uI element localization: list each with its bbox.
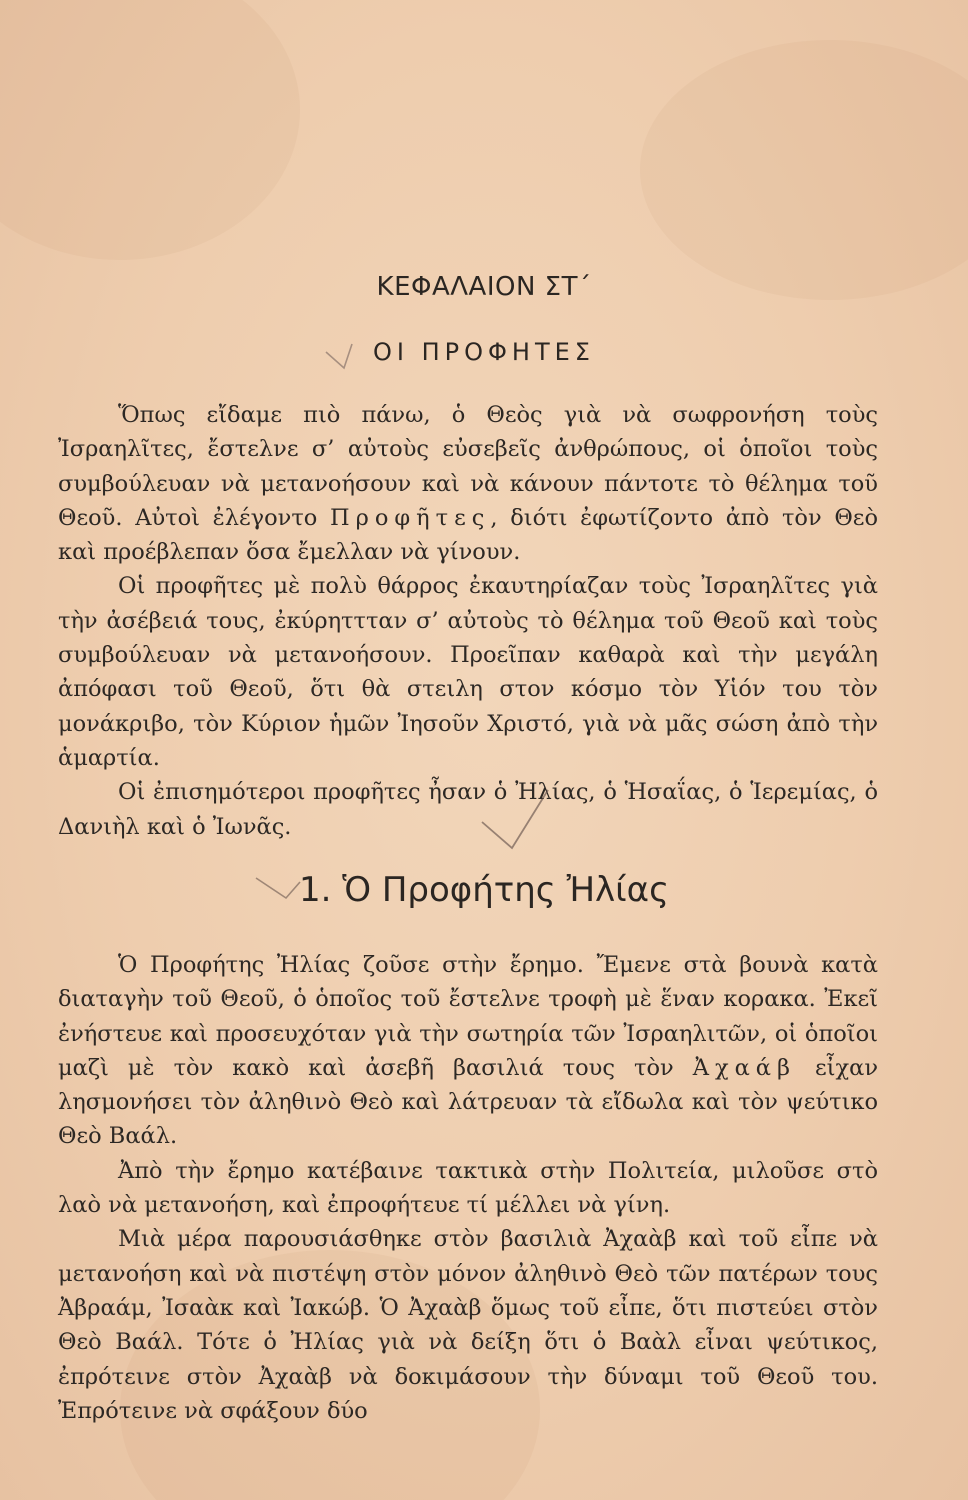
section-title: ΟΙ ΠΡΟΦΗΤΕΣ	[373, 338, 595, 366]
subsection-title: 1. Ὁ Προφήτης Ἠλίας	[298, 870, 670, 910]
chapter-title: ΚΕΦΑΛΑΙΟΝ ΣΤ΄	[376, 272, 592, 302]
spaced-term: Προφῆτες	[330, 504, 491, 531]
paper-stain	[640, 40, 968, 300]
spaced-term: Ἀχαάβ	[692, 1054, 796, 1081]
paragraph: Οἱ ἐπισημότεροι προφῆτες ἦσαν ὁ Ἠλίας, ὁ Ἡσαΐας, ὁ Ἱερεμίας, ὁ Δανιὴλ καὶ ὁ Ἰωνᾶς.	[58, 779, 878, 840]
paragraph-text: εἶχαν λησμονήσει τὸν ἀληθινὸ Θεὸ καὶ λάτρευαν τὰ εἴδωλα καὶ τὸν ψεύτικο Θεὸ Βαάλ.	[58, 1054, 878, 1150]
paragraph	[58, 398, 878, 569]
paragraph-text: Ὁ Προφήτης Ἠλίας ζοῦσε στὴν ἔρημο. Ἔμενε στὰ βουνὰ κατὰ διαταγὴν τοῦ Θεοῦ, ὁ ὁποῖος τοῦ ἔστελνε τροφὴ μὲ ἕναν κορακα. Ἐκεῖ ἐνήστευε καὶ προσευχόταν γιὰ τὴν σωτηρία τῶν Ἰσραηλιτῶν, οἱ ὁποῖοι μαζὶ μὲ τὸν κακὸ καὶ ἀσεβῆ βασιλιά τους τὸν	[58, 952, 878, 1081]
paragraph	[58, 948, 878, 1154]
paragraph: Μιὰ μέρα παρουσιάσθηκε στὸν βασιλιὰ Ἀχαὰβ καὶ τοῦ εἶπε νὰ μετανοήση καὶ νὰ πιστέψη στὸν μόνον ἀληθινὸ Θεὸ τῶν πατέρων τους Ἀβραάμ, Ἰσαὰκ καὶ Ἰακώβ. Ὁ Ἀχαὰβ ὅμως τοῦ εἶπε, ὅτι πιστεύει στὸν Θεὸ Βαάλ. Τότε ὁ Ἠλίας γιὰ νὰ δείξη ὅτι ὁ Βαὰλ εἶναι ψεύτικος, ἐπρότεινε στὸν Ἀχαὰβ νὰ δοκιμάσουν τὴν δύναμι τοῦ Θεοῦ του. Ἐπρότεινε νὰ σφάξουν δύο	[58, 1226, 878, 1424]
paragraph: Ἀπὸ τὴν ἔρημο κατέβαινε τακτικὰ στὴν Πολιτεία, μιλοῦσε στὸ λαὸ νὰ μετανοήση, καὶ ἐπροφήτευε τί μέλλει νὰ γίνη.	[58, 1157, 878, 1219]
intro-text	[58, 398, 878, 844]
paragraph-text: Ὅπως εἴδαμε πιὸ πάνω, ὁ Θεὸς γιὰ νὰ σωφρονήση τοὺς Ἰσραηλῖτες, ἔστελνε σ’ αὐτοὺς εὐσεβεῖς ἀνθρώπους, οἱ ὁποῖοι τοὺς συμβούλευαν νὰ μετανοήσουν καὶ νὰ κάνουν πάντοτε τὸ θέλημα τοῦ Θεοῦ. Αὐτοὶ ἐλέγοντο	[58, 402, 878, 531]
paper-stain	[0, 0, 300, 260]
paragraph-text: , διότι ἐφωτίζοντο ἀπὸ τὸν Θεὸ καὶ προέβλεπαν ὅσα ἔμελλαν νὰ γίνουν.	[58, 504, 878, 566]
elias-text	[58, 948, 878, 1428]
paragraph: Οἱ προφῆτες μὲ πολὺ θάρρος ἐκαυτηρίαζαν τοὺς Ἰσραηλῖτες γιὰ τὴν ἀσέβειά τους, ἐκύρηττταν σ’ αὐτοὺς τὸ θέλημα τοῦ Θεοῦ καὶ τοὺς συμβούλευαν νὰ μετανοήσουν. Προεῖπαν καθαρὰ καὶ τὴν μεγάλη ἀπόφασι τοῦ Θεοῦ, ὅτι θὰ στειλη στον κόσμο τὸν Υἱόν του τὸν μονάκριβο, τὸν Κύριον ἡμῶν Ἰησοῦν Χριστό, γιὰ νὰ μᾶς σώση ἀπὸ τὴν ἁμαρτία.	[58, 573, 878, 771]
